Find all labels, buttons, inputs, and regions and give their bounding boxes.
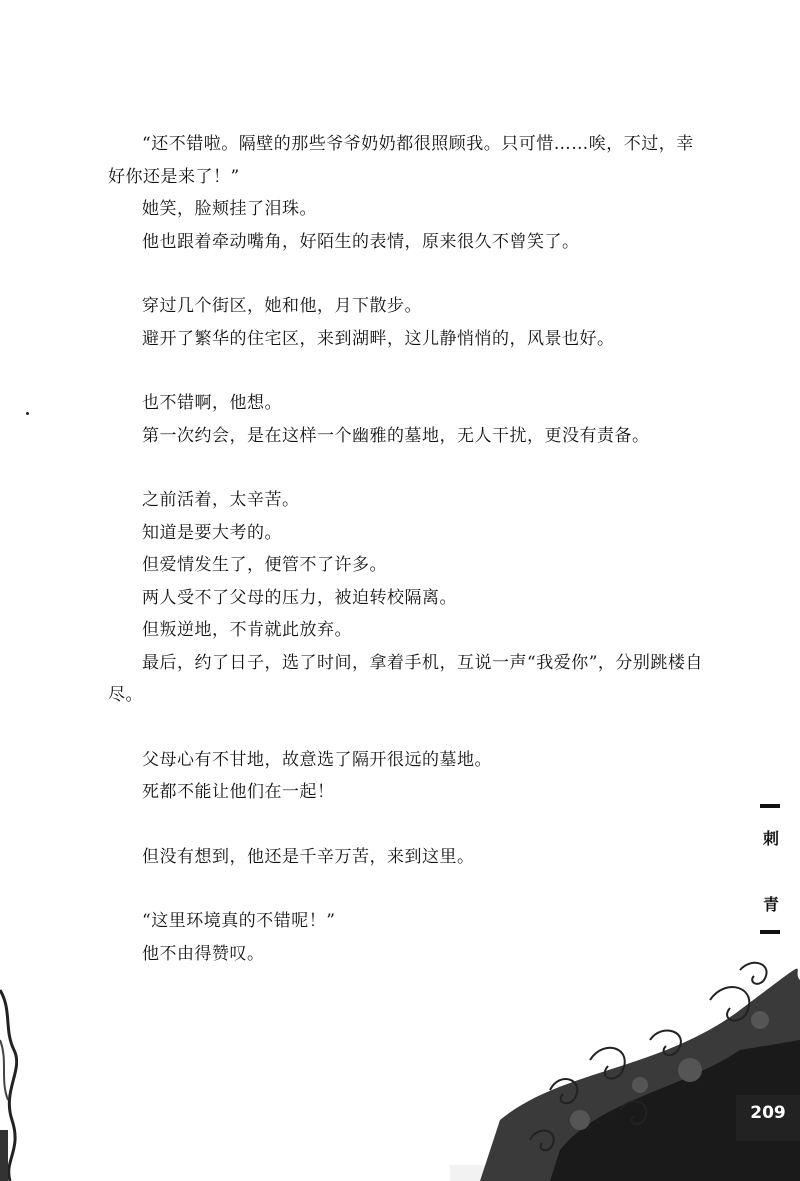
paragraph-gap bbox=[108, 809, 708, 841]
paragraph-gap bbox=[108, 355, 708, 387]
body-text bbox=[108, 128, 708, 970]
running-title-char: 刺 bbox=[762, 829, 779, 848]
running-title-char: 青 bbox=[762, 895, 779, 914]
paragraph: 两人受不了父母的压力，被迫转校隔离。 bbox=[142, 587, 457, 608]
paragraph: 也不错啊，他想。 bbox=[142, 393, 282, 413]
paragraph: 但叛逆地，不肯就此放弃。 bbox=[142, 620, 352, 640]
paragraph: 他不由得赞叹。 bbox=[142, 943, 265, 964]
paragraph: 最后，约了日子，选了时间，拿着手机，互说一声“我爱你”，分别跳楼自尽。 bbox=[108, 652, 703, 705]
paragraph: “这里环境真的不错呢！” bbox=[142, 911, 336, 931]
title-bar-top bbox=[760, 804, 780, 808]
page-number: 209 bbox=[750, 1103, 786, 1123]
running-title bbox=[758, 804, 784, 934]
paragraph: 但没有想到，他还是千辛万苦，来到这里。 bbox=[142, 846, 475, 867]
paragraph: 之前活着，太辛苦。 bbox=[142, 490, 300, 510]
paragraph: “还不错啦。隔壁的那些爷爷奶奶都很照顾我。只可惜……唉，不过，幸好你还是来了！” bbox=[108, 134, 694, 187]
paragraph: 他也跟着牵动嘴角，好陌生的表情，原来很久不曾笑了。 bbox=[142, 231, 580, 252]
paragraph: 但爱情发生了，便管不了许多。 bbox=[142, 555, 387, 575]
paragraph: 穿过几个街区，她和他，月下散步。 bbox=[142, 296, 422, 316]
paragraph-gap bbox=[108, 258, 708, 290]
paragraph: 第一次约会，是在这样一个幽雅的墓地，无人干扰，更没有责备。 bbox=[142, 425, 650, 446]
paragraph-gap bbox=[108, 452, 708, 484]
left-edge-ornament bbox=[0, 980, 18, 1181]
paragraph: 知道是要大考的。 bbox=[142, 522, 282, 543]
paragraph: 父母心有不甘地，故意选了隔开很远的墓地。 bbox=[142, 749, 492, 770]
scan-speck bbox=[26, 412, 29, 415]
paragraph: 死都不能让他们在一起！ bbox=[142, 782, 335, 802]
paragraph-gap bbox=[108, 873, 708, 905]
paragraph-gap bbox=[108, 712, 708, 744]
swirl-ornament bbox=[440, 950, 800, 1181]
title-bar-bottom bbox=[760, 930, 780, 934]
paragraph: 避开了繁华的住宅区，来到湖畔，这儿静悄悄的，风景也好。 bbox=[142, 328, 615, 349]
paragraph: 她笑，脸颊挂了泪珠。 bbox=[142, 199, 317, 219]
